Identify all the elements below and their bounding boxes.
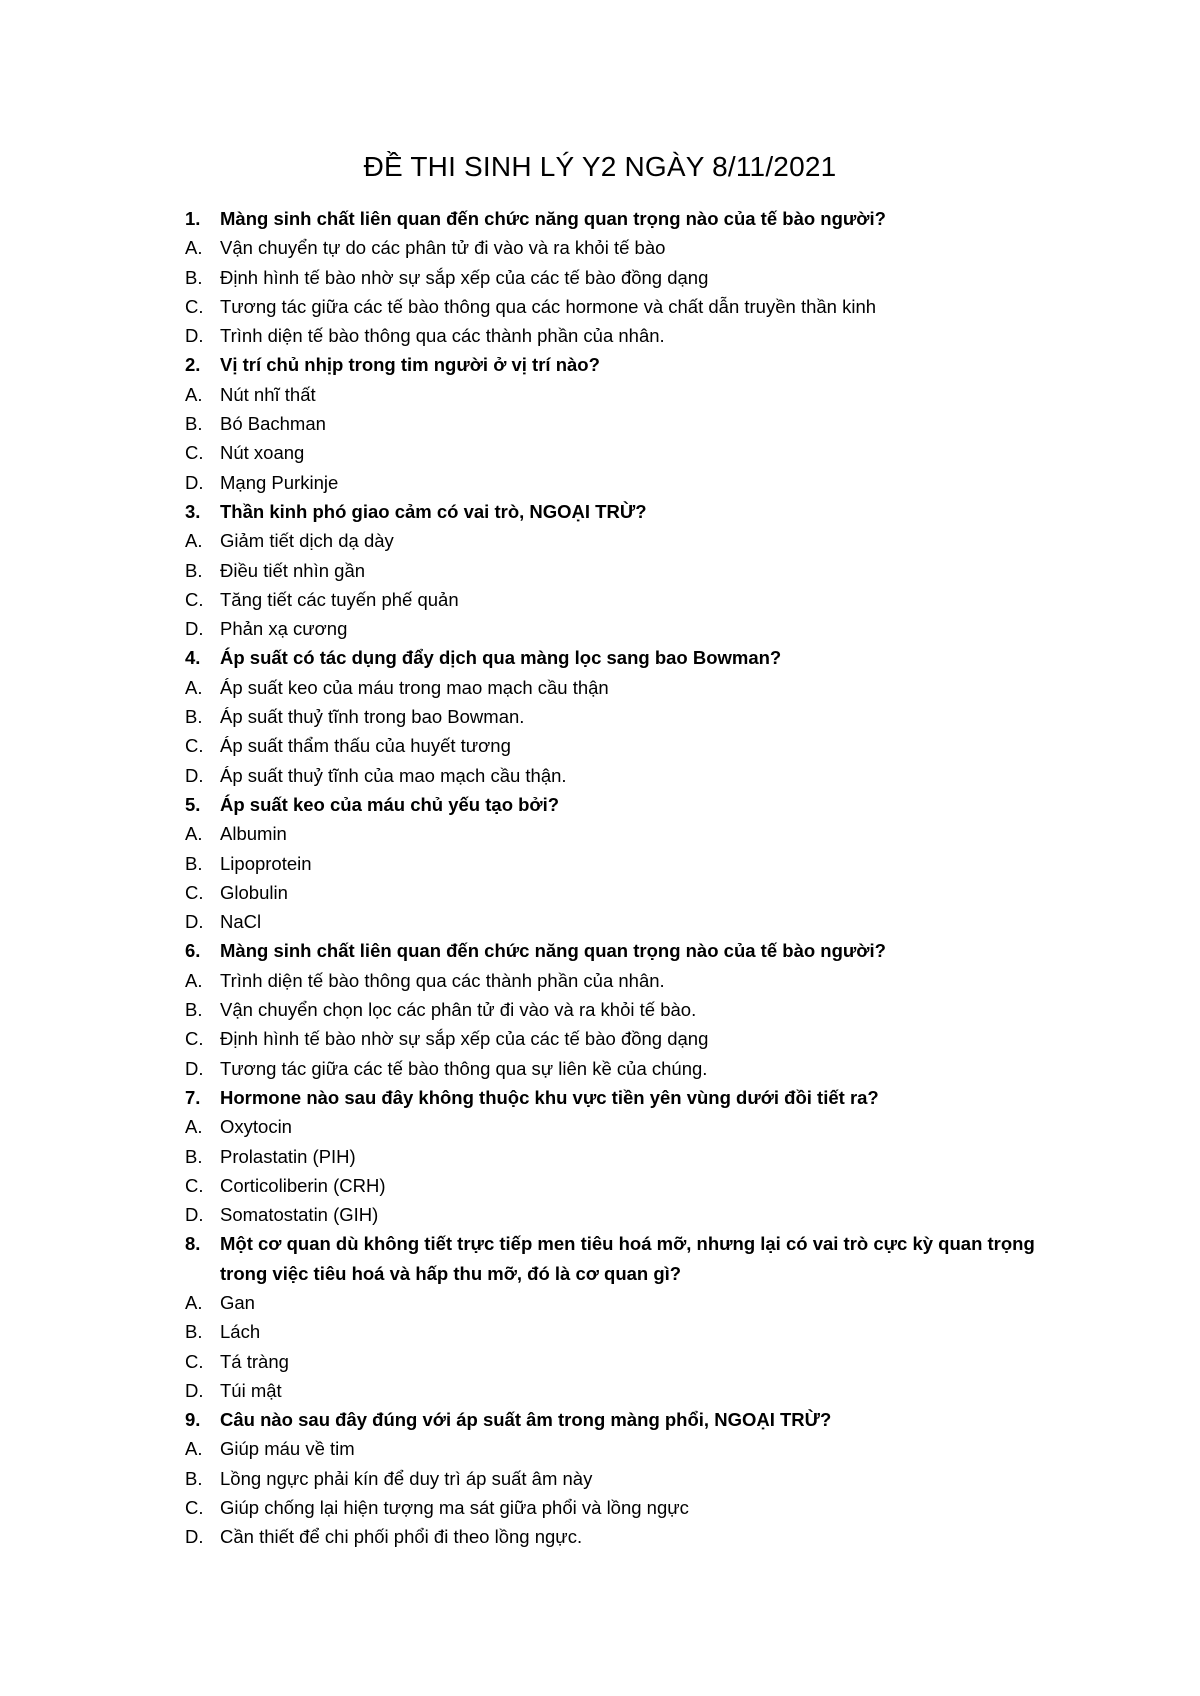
option-3c (185, 585, 1035, 614)
option-8a (185, 1288, 1035, 1317)
option-label: A. (185, 237, 203, 259)
option-label: C. (185, 1174, 204, 1196)
option-label: D. (185, 911, 204, 933)
option-text: Giảm tiết dịch dạ dày (220, 530, 394, 552)
option-label: C. (185, 881, 204, 903)
option-text: Lách (220, 1321, 261, 1343)
question-5 (185, 790, 1035, 819)
option-text: NaCl (220, 911, 262, 933)
option-3a (185, 526, 1035, 555)
option-1b (185, 263, 1035, 292)
option-label: B. (185, 1145, 203, 1167)
option-label: C. (185, 1350, 204, 1372)
option-2c (185, 438, 1035, 467)
option-label: B. (185, 1467, 203, 1489)
option-4a (185, 673, 1035, 702)
question-text: Màng sinh chất liên quan đến chức năng quan trọng nào của tế bào người? (220, 208, 886, 229)
question-8 (185, 1229, 1035, 1288)
option-7d (185, 1200, 1035, 1229)
page-title: ĐỀ THI SINH LÝ Y2 NGÀY 8/11/2021 (363, 151, 837, 182)
option-7b (185, 1142, 1035, 1171)
option-label: C. (185, 735, 204, 757)
option-label: C. (185, 442, 204, 464)
option-3b (185, 556, 1035, 585)
option-5a (185, 819, 1035, 848)
option-label: A. (185, 823, 203, 845)
option-8d (185, 1376, 1035, 1405)
question-text: Hormone nào sau đây không thuộc khu vực tiền yên vùng dưới đồi tiết ra? (220, 1086, 879, 1108)
option-label: C. (185, 588, 204, 610)
question-number: 2. (185, 354, 201, 376)
option-text: Gan (220, 1291, 255, 1313)
option-text: Cần thiết để chi phối phổi đi theo lồng ngực. (220, 1526, 583, 1548)
option-6d (185, 1054, 1035, 1083)
question-3 (185, 497, 1035, 526)
option-label: A. (185, 530, 203, 552)
option-label: B. (185, 852, 203, 874)
option-text: Giúp chống lại hiện tượng ma sát giữa phổi và lồng ngực (220, 1497, 689, 1519)
option-6b (185, 995, 1035, 1024)
option-label: B. (185, 999, 203, 1021)
question-list (185, 204, 1035, 1552)
option-text: Vận chuyển tự do các phân tử đi vào và ra khỏi tế bào (220, 237, 666, 259)
option-text: Nút nhĩ thất (220, 383, 316, 405)
option-4b (185, 702, 1035, 731)
question-1 (185, 204, 1035, 233)
option-1a (185, 233, 1035, 262)
option-9b (185, 1464, 1035, 1493)
option-text: Tá tràng (220, 1350, 289, 1372)
option-text: Điều tiết nhìn gần (220, 559, 366, 581)
option-5b (185, 849, 1035, 878)
question-text: Áp suất có tác dụng đẩy dịch qua màng lọc sang bao Bowman? (220, 647, 782, 669)
option-text: Somatostatin (GIH) (220, 1204, 379, 1226)
question-number: 9. (185, 1409, 201, 1431)
option-label: C. (185, 1028, 204, 1050)
question-text: Một cơ quan dù không tiết trực tiếp men tiêu hoá mỡ, nhưng lại có vai trò cực kỳ quan trọng trong việc tiêu hoá và hấp thu mỡ, đó là cơ quan gì? (220, 1233, 1035, 1284)
question-text: Vị trí chủ nhịp trong tim người ở vị trí nào? (220, 354, 600, 376)
question-9 (185, 1405, 1035, 1434)
option-1c (185, 292, 1035, 321)
question-text: Thần kinh phó giao cảm có vai trò, NGOẠI TRỪ? (220, 500, 647, 522)
option-label: B. (185, 1321, 203, 1343)
option-text: Lồng ngực phải kín để duy trì áp suất âm này (220, 1467, 593, 1489)
option-text: Albumin (220, 823, 287, 845)
option-text: Tương tác giữa các tế bào thông qua các hormone và chất dẫn truyền thần kinh (220, 295, 877, 317)
option-label: D. (185, 764, 204, 786)
option-label: A. (185, 383, 203, 405)
question-text: Câu nào sau đây đúng với áp suất âm trong màng phổi, NGOẠI TRỪ? (220, 1409, 832, 1431)
option-label: D. (185, 1379, 204, 1401)
question-number: 1. (185, 208, 201, 229)
option-5d (185, 907, 1035, 936)
option-label: D. (185, 618, 204, 640)
option-7c (185, 1171, 1035, 1200)
option-text: Định hình tế bào nhờ sự sắp xếp của các tế bào đồng dạng (220, 266, 709, 288)
option-6a (185, 966, 1035, 995)
question-text: Màng sinh chất liên quan đến chức năng quan trọng nào của tế bào người? (220, 940, 886, 962)
question-number: 6. (185, 940, 201, 962)
question-7 (185, 1083, 1035, 1112)
question-number: 8. (185, 1233, 201, 1255)
option-text: Áp suất thẩm thấu của huyết tương (220, 735, 511, 757)
option-9a (185, 1434, 1035, 1463)
option-label: D. (185, 1204, 204, 1226)
option-text: Globulin (220, 881, 288, 903)
option-label: D. (185, 471, 204, 493)
option-label: A. (185, 969, 203, 991)
option-8b (185, 1317, 1035, 1346)
option-text: Tương tác giữa các tế bào thông qua sự liên kề của chúng. (220, 1057, 708, 1079)
option-text: Mạng Purkinje (220, 471, 339, 493)
option-text: Phản xạ cương (220, 618, 348, 640)
option-6c (185, 1024, 1035, 1053)
option-text: Corticoliberin (CRH) (220, 1174, 386, 1196)
option-8c (185, 1347, 1035, 1376)
option-text: Áp suất thuỷ tĩnh trong bao Bowman. (220, 706, 525, 728)
option-label: C. (185, 295, 204, 317)
option-label: B. (185, 266, 203, 288)
option-text: Vận chuyển chọn lọc các phân tử đi vào và ra khỏi tế bào. (220, 999, 697, 1021)
option-4c (185, 731, 1035, 760)
option-text: Lipoprotein (220, 852, 312, 874)
option-text: Prolastatin (PIH) (220, 1145, 356, 1167)
option-text: Áp suất thuỷ tĩnh của mao mạch cầu thận. (220, 764, 567, 786)
option-text: Oxytocin (220, 1116, 292, 1138)
question-number: 3. (185, 500, 201, 522)
question-number: 5. (185, 793, 201, 815)
option-label: D. (185, 325, 204, 347)
option-text: Trình diện tế bào thông qua các thành phần của nhân. (220, 969, 665, 991)
question-4 (185, 643, 1035, 672)
question-6 (185, 936, 1035, 965)
option-text: Túi mật (220, 1379, 282, 1401)
option-label: B. (185, 559, 203, 581)
option-9d (185, 1522, 1035, 1551)
option-label: A. (185, 1438, 203, 1460)
option-label: D. (185, 1057, 204, 1079)
option-2d (185, 468, 1035, 497)
option-text: Định hình tế bào nhờ sự sắp xếp của các tế bào đồng dạng (220, 1028, 709, 1050)
option-5c (185, 878, 1035, 907)
question-number: 7. (185, 1086, 201, 1108)
option-label: A. (185, 1116, 203, 1138)
option-9c (185, 1493, 1035, 1522)
option-1d (185, 321, 1035, 350)
option-label: C. (185, 1497, 204, 1519)
option-3d (185, 614, 1035, 643)
question-2 (185, 350, 1035, 379)
option-text: Trình diện tế bào thông qua các thành phần của nhân. (220, 325, 665, 347)
option-text: Tăng tiết các tuyến phế quản (220, 588, 459, 610)
option-label: B. (185, 413, 203, 435)
option-text: Áp suất keo của máu trong mao mạch cầu thận (220, 676, 609, 698)
option-7a (185, 1112, 1035, 1141)
option-2a (185, 380, 1035, 409)
option-text: Giúp máu về tim (220, 1438, 355, 1460)
option-text: Nút xoang (220, 442, 305, 464)
question-number: 4. (185, 647, 201, 669)
option-label: A. (185, 676, 203, 698)
option-label: D. (185, 1526, 204, 1548)
option-label: A. (185, 1291, 203, 1313)
question-text: Áp suất keo của máu chủ yếu tạo bởi? (220, 793, 560, 815)
option-4d (185, 761, 1035, 790)
option-text: Bó Bachman (220, 413, 326, 435)
option-label: B. (185, 706, 203, 728)
option-2b (185, 409, 1035, 438)
